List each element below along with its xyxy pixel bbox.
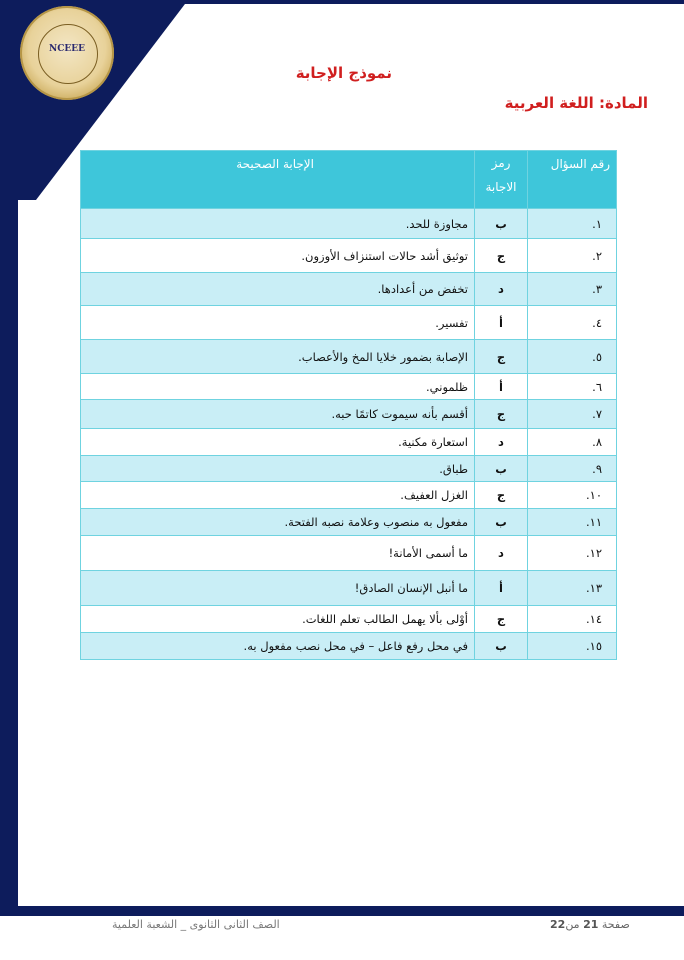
header-answer-code: رمز الاجابة bbox=[475, 151, 528, 209]
answer-table bbox=[80, 150, 617, 660]
question-number: ٩. bbox=[528, 456, 617, 482]
question-number: ١٠. bbox=[528, 482, 617, 509]
question-number: ٢. bbox=[528, 239, 617, 273]
table-row bbox=[81, 400, 617, 429]
answer-code: أ bbox=[475, 571, 528, 606]
table-row bbox=[81, 633, 617, 660]
answer-text: ظلموني. bbox=[81, 374, 475, 400]
question-number: ٧. bbox=[528, 400, 617, 429]
course-label: الصف الثانى الثانوى _ الشعبة العلمية bbox=[112, 918, 280, 931]
table-row bbox=[81, 273, 617, 306]
table-row bbox=[81, 536, 617, 571]
answer-code: أ bbox=[475, 306, 528, 340]
question-number: ٣. bbox=[528, 273, 617, 306]
logo-text: NCEEE bbox=[49, 44, 85, 54]
question-number: ١٤. bbox=[528, 606, 617, 633]
page-total: 22 bbox=[550, 918, 566, 931]
question-number: ٦. bbox=[528, 374, 617, 400]
question-number: ١. bbox=[528, 209, 617, 239]
answer-text: أوْلى بألا يهمل الطالب تعلم اللغات. bbox=[81, 606, 475, 633]
answer-text: استعارة مكنية. bbox=[81, 429, 475, 456]
logo-ring bbox=[38, 24, 98, 84]
question-number: ١٥. bbox=[528, 633, 617, 660]
page-number bbox=[550, 918, 630, 931]
answer-code: ب bbox=[475, 209, 528, 239]
question-number: ٤. bbox=[528, 306, 617, 340]
table-row bbox=[81, 429, 617, 456]
answer-code: ب bbox=[475, 509, 528, 536]
table-row bbox=[81, 606, 617, 633]
answer-text: تخفض من أعدادها. bbox=[81, 273, 475, 306]
question-number: ٥. bbox=[528, 340, 617, 374]
answer-text: في محل رفع فاعل – في محل نصب مفعول به. bbox=[81, 633, 475, 660]
answer-text: تفسير. bbox=[81, 306, 475, 340]
answer-text: أقسم بأنه سيموت كاتمًا حبه. bbox=[81, 400, 475, 429]
answer-code: ج bbox=[475, 239, 528, 273]
table-row bbox=[81, 306, 617, 340]
answer-text: ما أسمى الأمانة! bbox=[81, 536, 475, 571]
answer-code: ج bbox=[475, 400, 528, 429]
answer-text: مجاوزة للحد. bbox=[81, 209, 475, 239]
answer-code: د bbox=[475, 429, 528, 456]
table-row bbox=[81, 482, 617, 509]
ncee-logo bbox=[20, 6, 114, 100]
answer-text: الإصابة بضمور خلايا المخ والأعصاب. bbox=[81, 340, 475, 374]
table-row bbox=[81, 571, 617, 606]
answer-code: ج bbox=[475, 606, 528, 633]
question-number: ١٣. bbox=[528, 571, 617, 606]
page-label: صفحة bbox=[601, 918, 630, 931]
page-current: 21 bbox=[583, 918, 599, 931]
page-of: من bbox=[565, 918, 580, 931]
question-number: ١٢. bbox=[528, 536, 617, 571]
page-title: نموذج الإجابة bbox=[295, 64, 392, 82]
table-header-row bbox=[81, 151, 617, 209]
header-question-number: رقم السؤال bbox=[528, 151, 617, 209]
table-row bbox=[81, 374, 617, 400]
table-row bbox=[81, 209, 617, 239]
answer-text: الغزل العفيف. bbox=[81, 482, 475, 509]
subject-label: المادة: اللغة العربية bbox=[504, 94, 648, 112]
answer-code: ج bbox=[475, 482, 528, 509]
table-row bbox=[81, 456, 617, 482]
answer-code: ج bbox=[475, 340, 528, 374]
bottom-frame-bar bbox=[0, 906, 684, 916]
answer-code: ب bbox=[475, 633, 528, 660]
answer-code: ب bbox=[475, 456, 528, 482]
table-row bbox=[81, 239, 617, 273]
answer-code: د bbox=[475, 536, 528, 571]
answer-text: ما أنبل الإنسان الصادق! bbox=[81, 571, 475, 606]
question-number: ٨. bbox=[528, 429, 617, 456]
table-row bbox=[81, 340, 617, 374]
table-row bbox=[81, 509, 617, 536]
answer-text: مفعول به منصوب وعلامة نصبه الفتحة. bbox=[81, 509, 475, 536]
answer-text: توثيق أشد حالات استنزاف الأوزون. bbox=[81, 239, 475, 273]
answer-code: أ bbox=[475, 374, 528, 400]
header-correct-answer: الإجابة الصحيحة bbox=[81, 151, 475, 209]
answer-code: د bbox=[475, 273, 528, 306]
answer-text: طباق. bbox=[81, 456, 475, 482]
question-number: ١١. bbox=[528, 509, 617, 536]
